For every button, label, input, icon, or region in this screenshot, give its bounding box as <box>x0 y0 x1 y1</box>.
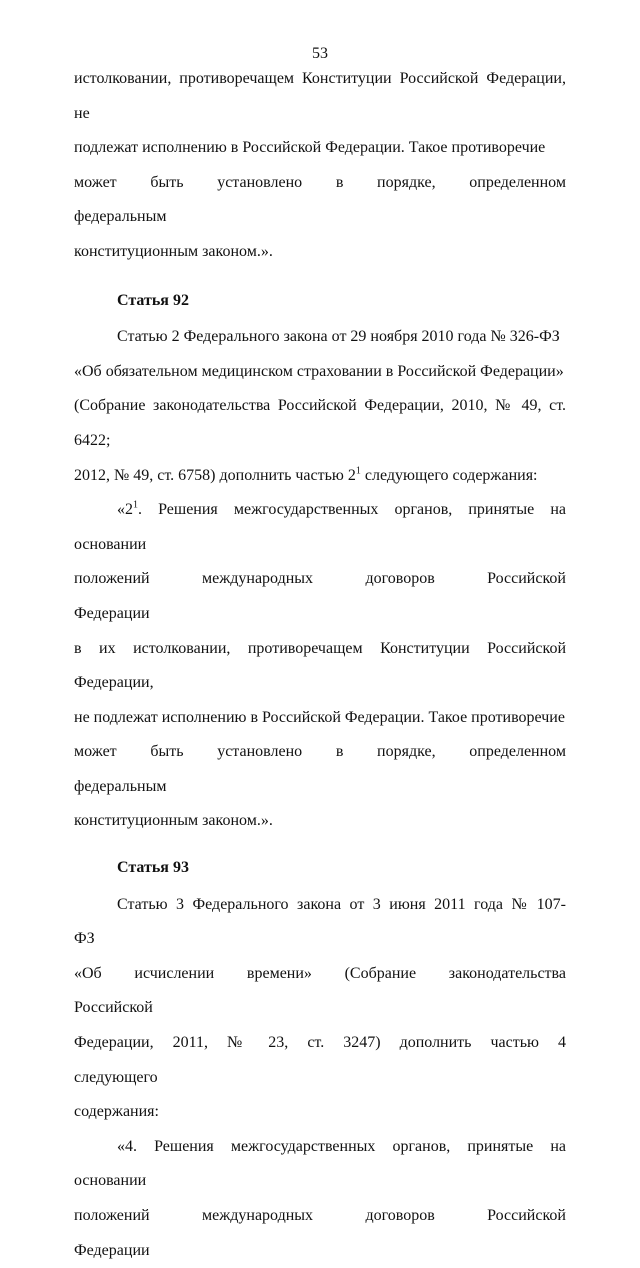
text-line: (Собрание законодательства Российской Федерации, 2010, № 49, ст. 6422; <box>74 397 566 449</box>
superscript: 1 <box>133 499 138 511</box>
text-line: подлежат исполнению в Российской Федерации. Такое противоречие <box>74 139 546 157</box>
text-line: Статью 3 Федерального закона от 3 июня 2011 года № 107-ФЗ <box>74 895 566 948</box>
superscript: 1 <box>355 465 361 477</box>
text-line: Федерации, 2011, № 23, ст. 3247) дополнить частью 4 следующего <box>74 1034 566 1086</box>
text-line: «Об обязательном медицинском страховании в Российской Федерации» <box>74 362 564 380</box>
text-fragment: . Решения межгосударственных органов, принятые на основании <box>74 501 566 553</box>
page-number: 53 <box>312 45 328 62</box>
text-line: Статью 2 Федерального закона от 29 ноября 2010 года № 326-ФЗ <box>117 328 560 346</box>
continuation-paragraph <box>74 62 566 270</box>
article-92-paragraph-1 <box>74 320 566 493</box>
text-fragment: «2 <box>117 501 133 519</box>
article-92-paragraph-2 <box>74 493 566 839</box>
article-93-paragraph-2 <box>74 1130 566 1268</box>
text-fragment: следующего содержания: <box>360 466 538 484</box>
article-93-paragraph-1 <box>74 888 566 1130</box>
text-line: может быть установлено в порядке, определенном федеральным <box>74 743 566 795</box>
text-line <box>74 493 566 562</box>
text-line: положений международных договоров Российской Федерации <box>74 1207 566 1259</box>
text-line: «4. Решения межгосударственных органов, принятые на основании <box>74 1137 566 1190</box>
article-92-heading: Статья 92 <box>117 291 189 309</box>
text-line <box>74 459 566 494</box>
text-line: конституционным законом.». <box>74 812 273 830</box>
text-line: может быть установлено в порядке, определенном федеральным <box>74 173 566 226</box>
text-line: конституционным законом.». <box>74 242 273 260</box>
text-line: в их истолковании, противоречащем Конституции Российской Федерации, <box>74 639 566 692</box>
text-line: истолковании, противоречащем Конституции Российской Федерации, не <box>74 70 566 122</box>
text-line: «Об исчислении времени» (Собрание законодательства Российской <box>74 964 566 1017</box>
text-line: не подлежат исполнению в Российской Федерации. Такое противоречие <box>74 708 565 726</box>
text-fragment: 2012, № 49, ст. 6758) дополнить частью 2 <box>74 466 356 484</box>
text-line: положений международных договоров Российской Федерации <box>74 570 566 622</box>
text-line: содержания: <box>74 1103 159 1121</box>
document-body <box>74 62 566 1268</box>
article-93-heading: Статья 93 <box>117 859 189 877</box>
